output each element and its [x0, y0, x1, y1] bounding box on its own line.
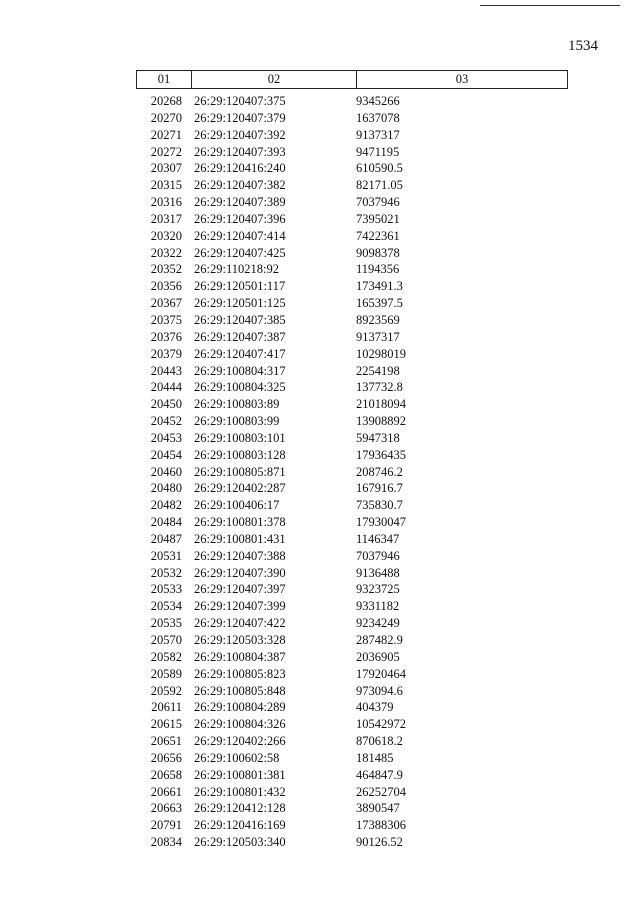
cell-value: 21018094 — [356, 397, 406, 412]
table-row — [136, 278, 568, 295]
cell-value: 9331182 — [356, 599, 400, 614]
cell-cadastral-number: 26:29:100804:326 — [194, 717, 286, 732]
cell-cadastral-number: 26:29:120416:240 — [194, 161, 286, 176]
cell-id: 20454 — [150, 447, 182, 462]
cell-value: 287482.9 — [356, 633, 403, 647]
table-row — [136, 144, 568, 161]
table-row — [136, 379, 568, 396]
cell-cadastral-number: 26:29:100801:432 — [194, 784, 286, 799]
cell-id: 20589 — [150, 666, 182, 681]
cell-cadastral-number: 26:29:100406:17 — [194, 498, 280, 513]
cell-cadastral-number: 26:29:120407:422 — [194, 616, 286, 631]
cell-value: 9471195 — [356, 144, 400, 159]
cell-id: 20484 — [150, 515, 182, 530]
header-col-01: 01 — [137, 71, 192, 88]
cell-id: 20487 — [150, 531, 182, 546]
table-row — [136, 211, 568, 228]
table-row — [136, 632, 568, 649]
cell-cadastral-number: 26:29:100804:317 — [194, 363, 286, 378]
table-row — [136, 194, 568, 211]
cell-value: 8923569 — [356, 312, 400, 327]
cell-id: 20535 — [150, 616, 182, 631]
cell-cadastral-number: 26:29:120407:417 — [194, 346, 286, 361]
table-row — [136, 716, 568, 733]
cell-value: 17930047 — [356, 515, 406, 530]
table-row — [136, 480, 568, 497]
cell-id: 20482 — [150, 498, 182, 513]
cell-value: 2036905 — [356, 649, 400, 664]
cell-cadastral-number: 26:29:120407:425 — [194, 245, 286, 260]
table-row — [136, 363, 568, 380]
cell-value: 9137317 — [356, 329, 400, 344]
cell-value: 10298019 — [356, 346, 406, 361]
cell-value: 13908892 — [356, 414, 406, 429]
cell-value: 208746.2 — [356, 464, 403, 479]
cell-value: 9345266 — [356, 94, 400, 108]
cell-cadastral-number: 26:29:120407:385 — [194, 312, 286, 327]
header-col-03: 03 — [455, 72, 469, 86]
cell-value: 9098378 — [356, 245, 400, 260]
cell-value: 5947318 — [356, 430, 400, 445]
cell-id: 20533 — [150, 582, 182, 597]
cell-value: 7422361 — [356, 228, 400, 243]
table-row — [136, 261, 568, 278]
top-rule — [480, 5, 620, 6]
cell-value: 90126.52 — [356, 835, 403, 850]
cell-value: 870618.2 — [356, 734, 403, 749]
cell-cadastral-number: 26:29:120501:117 — [194, 279, 286, 294]
cell-cadastral-number: 26:29:120407:397 — [194, 582, 286, 597]
cell-cadastral-number: 26:29:120412:128 — [194, 801, 286, 816]
table-row — [136, 430, 568, 447]
cell-cadastral-number: 26:29:110218:92 — [194, 262, 279, 277]
cell-cadastral-number: 26:29:120407:390 — [194, 565, 286, 580]
cell-value: 2254198 — [356, 363, 400, 378]
cell-cadastral-number: 26:29:100803:101 — [194, 430, 286, 445]
table-row — [136, 733, 568, 750]
cell-value: 9137317 — [356, 127, 400, 142]
table-row — [136, 817, 568, 834]
cell-cadastral-number: 26:29:120407:399 — [194, 599, 286, 614]
table-row — [136, 447, 568, 464]
table-row — [136, 160, 568, 177]
cell-id: 20663 — [150, 801, 182, 816]
cell-id: 20271 — [150, 127, 182, 142]
cell-value: 173491.3 — [356, 279, 403, 294]
cell-id: 20656 — [150, 750, 182, 765]
cell-value: 1637078 — [356, 110, 400, 125]
cell-id: 20375 — [150, 312, 182, 327]
cell-cadastral-number: 26:29:120407:387 — [194, 329, 286, 344]
cell-value: 165397.5 — [356, 296, 403, 311]
cell-id: 20356 — [150, 279, 182, 294]
cell-cadastral-number: 26:29:120407:388 — [194, 548, 286, 563]
cell-cadastral-number: 26:29:100602:58 — [194, 750, 280, 765]
cell-id: 20615 — [150, 717, 182, 732]
cell-cadastral-number: 26:29:120402:287 — [194, 481, 286, 496]
cell-value: 17936435 — [356, 447, 406, 462]
cell-id: 20367 — [150, 296, 182, 311]
cell-cadastral-number: 26:29:100801:378 — [194, 515, 286, 530]
table-row — [136, 329, 568, 346]
cell-cadastral-number: 26:29:120407:382 — [194, 178, 286, 193]
cell-cadastral-number: 26:29:120407:396 — [194, 211, 286, 226]
table-row — [136, 464, 568, 481]
table-row — [136, 548, 568, 565]
cell-value: 26252704 — [356, 784, 406, 799]
cell-cadastral-number: 26:29:100805:871 — [194, 464, 286, 479]
cell-cadastral-number: 26:29:100803:99 — [194, 414, 280, 429]
cell-cadastral-number: 26:29:120407:392 — [194, 127, 286, 142]
cell-value: 973094.6 — [356, 683, 403, 698]
table-row — [136, 666, 568, 683]
table-row — [136, 750, 568, 767]
cell-value: 9323725 — [356, 582, 400, 597]
cell-id: 20452 — [150, 414, 182, 429]
cell-id: 20376 — [150, 329, 182, 344]
table-row — [136, 346, 568, 363]
cell-value: 1146347 — [356, 531, 400, 546]
table-header — [136, 70, 568, 89]
cell-cadastral-number: 26:29:100805:848 — [194, 683, 286, 698]
cell-cadastral-number: 26:29:120407:375 — [194, 94, 286, 108]
cell-id: 20791 — [150, 818, 182, 833]
cell-value: 17920464 — [356, 666, 406, 681]
cell-cadastral-number: 26:29:100805:823 — [194, 666, 286, 681]
cell-id: 20320 — [150, 228, 182, 243]
cell-value: 7037946 — [356, 195, 400, 210]
cell-value: 181485 — [356, 750, 394, 765]
cell-cadastral-number: 26:29:120407:379 — [194, 110, 286, 125]
cell-value: 735830.7 — [356, 498, 403, 513]
cell-value: 7395021 — [356, 211, 400, 226]
cell-id: 20444 — [150, 380, 182, 395]
table-row — [136, 699, 568, 716]
cell-id: 20453 — [150, 430, 182, 445]
cell-cadastral-number: 26:29:100804:387 — [194, 649, 286, 664]
cell-id: 20443 — [150, 363, 182, 378]
table-row — [136, 531, 568, 548]
table-row — [136, 396, 568, 413]
cell-id: 20315 — [150, 178, 182, 193]
cell-cadastral-number: 26:29:100804:325 — [194, 380, 286, 395]
cell-id: 20379 — [150, 346, 182, 361]
table-row — [136, 784, 568, 801]
cell-id: 20272 — [150, 144, 182, 159]
cell-cadastral-number: 26:29:100801:431 — [194, 531, 286, 546]
table-body — [136, 93, 568, 851]
table-row — [136, 110, 568, 127]
table-row — [136, 228, 568, 245]
cell-value: 167916.7 — [356, 481, 403, 496]
table-row — [136, 683, 568, 700]
cell-cadastral-number: 26:29:120503:328 — [194, 633, 286, 647]
cell-id: 20450 — [150, 397, 182, 412]
table-row — [136, 767, 568, 784]
table-row — [136, 514, 568, 531]
cell-id: 20651 — [150, 734, 182, 749]
cell-id: 20592 — [150, 683, 182, 698]
cell-value: 9136488 — [356, 565, 400, 580]
cell-id: 20268 — [150, 94, 182, 108]
table-row — [136, 615, 568, 632]
table-row — [136, 581, 568, 598]
cell-id: 20661 — [150, 784, 182, 799]
cell-value: 82171.05 — [356, 178, 403, 193]
cell-id: 20570 — [150, 633, 182, 647]
table-row — [136, 93, 568, 110]
page-number: 1534 — [568, 38, 598, 54]
header-col-02: 02 — [192, 71, 357, 88]
cell-id: 20307 — [150, 161, 182, 176]
cell-cadastral-number: 26:29:100803:128 — [194, 447, 286, 462]
table-row — [136, 245, 568, 262]
table-row — [136, 497, 568, 514]
cell-id: 20270 — [150, 110, 182, 125]
table-row — [136, 127, 568, 144]
table-row — [136, 598, 568, 615]
cell-value: 137732.8 — [356, 380, 403, 395]
cell-value: 404379 — [356, 700, 394, 715]
cell-id: 20352 — [150, 262, 182, 277]
cell-id: 20582 — [150, 649, 182, 664]
table-row — [136, 295, 568, 312]
table-row — [136, 834, 568, 851]
cell-cadastral-number: 26:29:120407:393 — [194, 144, 286, 159]
table-row — [136, 649, 568, 666]
table-row — [136, 312, 568, 329]
cell-value: 1194356 — [356, 262, 400, 277]
cell-value: 10542972 — [356, 717, 406, 732]
cell-id: 20658 — [150, 767, 182, 782]
cell-cadastral-number: 26:29:120416:169 — [194, 818, 286, 833]
cell-cadastral-number: 26:29:120501:125 — [194, 296, 286, 311]
table-row — [136, 177, 568, 194]
cell-id: 20480 — [150, 481, 182, 496]
cell-id: 20611 — [151, 700, 182, 715]
cell-value: 610590.5 — [356, 161, 403, 176]
cell-cadastral-number: 26:29:120407:414 — [194, 228, 286, 243]
cell-cadastral-number: 26:29:120407:389 — [194, 195, 286, 210]
cell-id: 20532 — [150, 565, 182, 580]
cell-cadastral-number: 26:29:100804:289 — [194, 700, 286, 715]
cell-id: 20531 — [150, 548, 182, 563]
cell-value: 17388306 — [356, 818, 406, 833]
cell-cadastral-number: 26:29:100803:89 — [194, 397, 280, 412]
cell-cadastral-number: 26:29:100801:381 — [194, 767, 286, 782]
table-row — [136, 565, 568, 582]
cell-id: 20317 — [150, 211, 182, 226]
cell-id: 20834 — [150, 835, 182, 850]
cell-id: 20534 — [150, 599, 182, 614]
cell-cadastral-number: 26:29:120503:340 — [194, 835, 286, 850]
cell-value: 7037946 — [356, 548, 400, 563]
table-row — [136, 413, 568, 430]
table-row — [136, 800, 568, 817]
cell-value: 3890547 — [356, 801, 400, 816]
cell-value: 464847.9 — [356, 767, 403, 782]
cell-cadastral-number: 26:29:120402:266 — [194, 734, 286, 749]
cell-id: 20322 — [150, 245, 182, 260]
cell-id: 20316 — [150, 195, 182, 210]
cell-value: 9234249 — [356, 616, 400, 631]
cell-id: 20460 — [150, 464, 182, 479]
